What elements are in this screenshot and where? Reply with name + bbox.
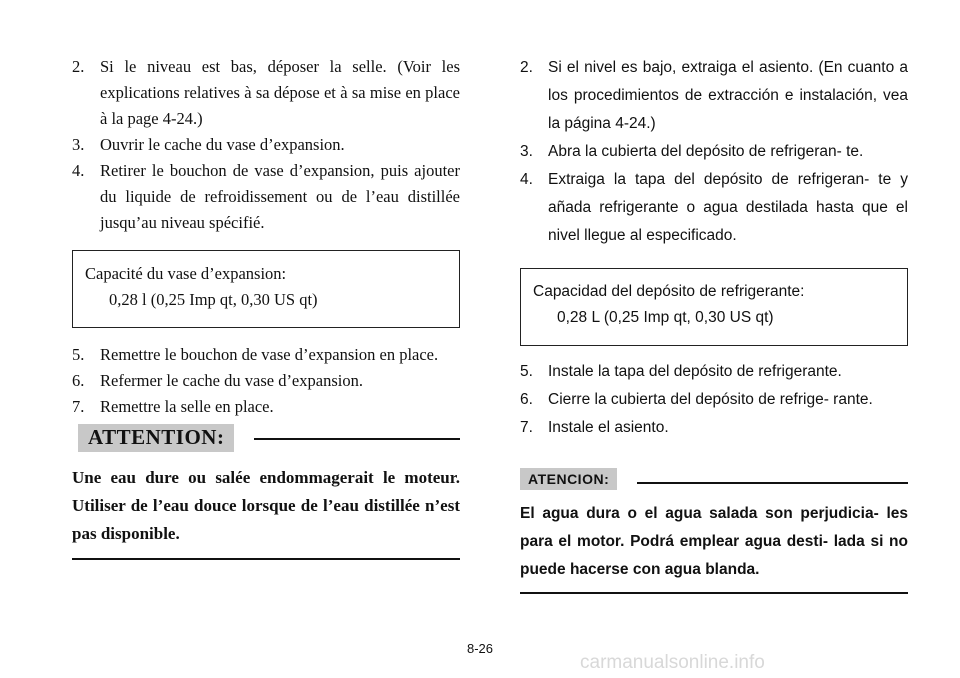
step-item: 2. Si el nivel es bajo, extraiga el asiento. (En cuanto a los procedimientos de extracción e instalación, vea la página 4-24.) <box>520 59 908 132</box>
watermark: carmanualsonline.info <box>580 652 765 673</box>
step-list-es-a <box>520 54 908 250</box>
attention-badge: ATENCION: <box>520 468 617 490</box>
step-list-es-b <box>520 358 908 442</box>
step-item: 7. Instale el asiento. <box>520 419 669 436</box>
page-number: 8-26 <box>466 641 494 656</box>
attention-badge: ATTENTION: <box>78 424 234 452</box>
spec-value: 0,28 L (0,25 Imp qt, 0,30 US qt) <box>557 309 774 326</box>
step-item: 6. Cierre la cubierta del depósito de refrige- rante. <box>520 391 873 408</box>
attention-rule <box>637 468 908 484</box>
attention-header-fr <box>72 424 460 452</box>
step-item: 3. Abra la cubierta del depósito de refrigeran- te. <box>520 143 864 160</box>
spec-label: Capacidad del depósito de refrigerante: <box>533 283 805 300</box>
spec-box-es <box>520 268 908 346</box>
french-column <box>72 54 460 560</box>
step-item: 7. Remettre la selle en place. <box>72 397 274 416</box>
step-item: 5. Remettre le bouchon de vase d’expansion en place. <box>72 345 439 364</box>
attention-text-fr: Une eau dure ou salée endommagerait le moteur. Utiliser de l’eau douce lorsque de l’eau distillée n’est pas disponible. <box>72 452 460 560</box>
attention-header-es <box>520 468 908 490</box>
step-item: 2. Si le niveau est bas, déposer la selle. (Voir les explications relatives à sa dépose et à sa mise en place à la page 4-24.) <box>72 57 460 128</box>
step-item: 3. Ouvrir le cache du vase d’expansion. <box>72 135 345 154</box>
spec-label: Capacité du vase d’expansion: <box>85 264 287 283</box>
attention-rule <box>254 424 460 440</box>
step-item: 4. Extraiga la tapa del depósito de refrigeran- te y añada refrigerante o agua destilada hasta que el nivel llegue al especificado. <box>520 171 908 244</box>
spec-box-fr <box>72 250 460 328</box>
spanish-column <box>520 54 908 594</box>
step-item: 4. Retirer le bouchon de vase d’expansion, puis ajouter du liquide de refroidissement ou de l’eau distillée jusqu’au niveau spécifié. <box>72 161 460 232</box>
step-list-fr-a <box>72 54 460 236</box>
attention-text-es: El agua dura o el agua salada son perjudicia- les para el motor. Podrá emplear agua desti- lada si no puede hacerse con agua blanda. <box>520 490 908 594</box>
spec-value: 0,28 l (0,25 Imp qt, 0,30 US qt) <box>109 290 318 309</box>
step-item: 6. Refermer le cache du vase d’expansion. <box>72 371 363 390</box>
step-list-fr-b <box>72 342 460 420</box>
step-item: 5. Instale la tapa del depósito de refrigerante. <box>520 363 842 380</box>
